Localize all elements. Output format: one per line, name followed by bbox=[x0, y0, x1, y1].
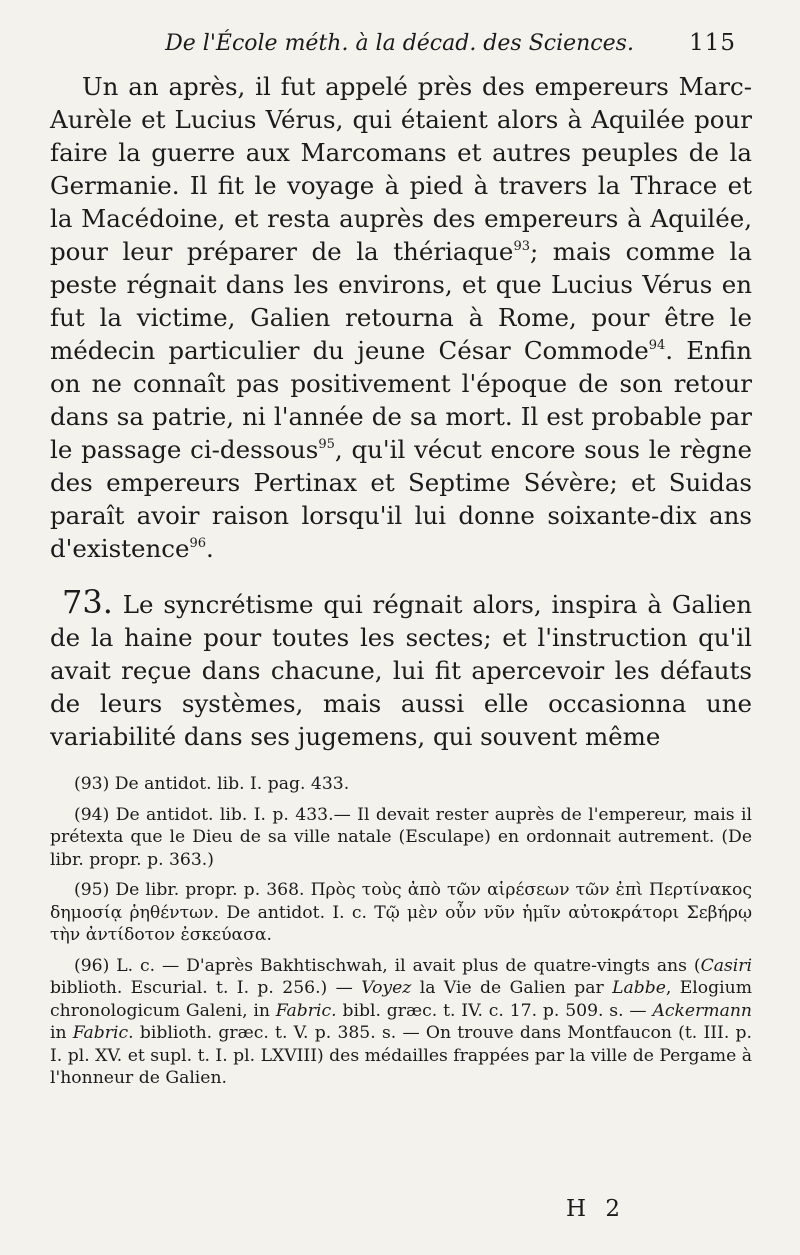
footnote-italic: Voyez bbox=[361, 978, 412, 998]
note-ref-95: 95 bbox=[318, 437, 335, 452]
footnote-95 bbox=[50, 879, 752, 947]
running-title: De l'École méth. à la décad. des Sciences. bbox=[165, 31, 634, 56]
p2-text: Le syncrétisme qui régnait alors, inspira à Galien de la haine pour toutes les sectes; et l'instruction qu'il avait reçue dans chacune, lui fit apercevoir les défauts de leurs systèmes, mais aussi elle occasionna une variabilité dans ses jugemens, qui souvent même bbox=[50, 590, 752, 751]
footnote-text: bibl. græc. t. IV. c. 17. p. 509. s. — bbox=[336, 1000, 653, 1021]
section-number: 73. bbox=[62, 583, 113, 621]
note-ref-93: 93 bbox=[513, 239, 530, 254]
footnote-text: De antidot. lib. I. p. 433.— Il devait rester auprès de l'empereur, mais il prétexta que le Dieu de sa ville natale (Esculape) en ordonnait autrement. (De libr. propr. p. 363.) bbox=[50, 804, 752, 870]
p1-text-3: . Enfin on ne connaît pas positivement l'époque de son retour dans sa patrie, ni l'année de sa mort. Il est probable par le passage ci-dessous bbox=[50, 336, 752, 464]
footnote-italic: Fabric. bbox=[275, 1000, 337, 1021]
note-ref-94: 94 bbox=[648, 338, 666, 353]
footnote-text: biblioth. græc. t. V. p. 385. s. — On trouve dans Montfaucon (t. III. p. I. pl. XV. et supl. t. I. pl. LXVIII) des médailles frappées par la ville de Pergame à l'honneur de Galien. bbox=[50, 1023, 752, 1088]
footnote-93 bbox=[50, 773, 752, 796]
footnote-italic: Labbe bbox=[612, 978, 666, 998]
signature-mark: H 2 bbox=[565, 1196, 626, 1222]
footnote-text: biblioth. Escurial. t. I. p. 256.) — bbox=[50, 978, 362, 998]
footnote-italic: Casiri bbox=[700, 955, 753, 976]
p1-text-2: ; mais comme la peste régnait dans les environs, et que Lucius Vérus en fut la victime, Galien retourna à Rome, pour être le médecin particulier du jeune César Commode bbox=[50, 237, 752, 365]
footnote-text: in bbox=[50, 1023, 73, 1043]
footnote-text: De libr. propr. p. 368. Πρὸς τοὺς ἀπὸ τῶν αἱρέσεων τῶν ἐπὶ Περτίνακος δημοσίᾳ ῥηθέντων. De antidot. I. c. Τῷ μὲν οὖν νῦν ἡμῖν αὐτοκράτορι Σεβήρῳ τὴν ἀντίδοτον ἐσκεύασα. bbox=[50, 880, 752, 945]
footnote-italic: Ackermann bbox=[652, 1000, 752, 1021]
main-text bbox=[50, 70, 752, 753]
footnote-text: la Vie de Galien par bbox=[411, 978, 613, 998]
paragraph-1 bbox=[50, 70, 752, 565]
p1-text-1: Un an après, il fut appelé près des empereurs Marc-Aurèle et Lucius Vérus, qui étaient alors à Aquilée pour faire la guerre aux Marcomans et autres peuples de la Germanie. Il fit le voyage à pied à travers la Thrace et la Macédoine, et resta auprès des empereurs à Aquilée, pour leur préparer de la thériaque bbox=[50, 72, 752, 266]
footnote-96 bbox=[50, 955, 752, 1090]
page-header bbox=[50, 30, 752, 70]
p1-text-4: , qu'il vécut encore sous le règne des empereurs Pertinax et Septime Sévère; et Suidas paraît avoir raison lorsqu'il lui donne soixante-dix ans d'existence bbox=[50, 435, 752, 563]
footnote-text: , Elogium chronologicum Galeni, in bbox=[50, 978, 753, 1021]
footnote-94 bbox=[50, 804, 752, 872]
footnote-label: (96) bbox=[74, 955, 110, 976]
footnote-text: L. c. — D'après Bakhtischwah, il avait plus de quatre-vingts ans ( bbox=[116, 955, 701, 976]
page-number: 115 bbox=[689, 30, 736, 56]
p1-text-5: . bbox=[206, 534, 214, 563]
footnote-italic: Fabric. bbox=[72, 1023, 134, 1043]
footnote-label: (93) bbox=[74, 774, 110, 794]
footnotes bbox=[50, 773, 752, 1090]
note-ref-96: 96 bbox=[189, 536, 207, 551]
footnote-label: (95) bbox=[74, 880, 110, 900]
footnote-label: (94) bbox=[74, 804, 110, 825]
footnote-text: De antidot. lib. I. pag. 433. bbox=[114, 774, 350, 794]
paragraph-73 bbox=[50, 583, 752, 753]
